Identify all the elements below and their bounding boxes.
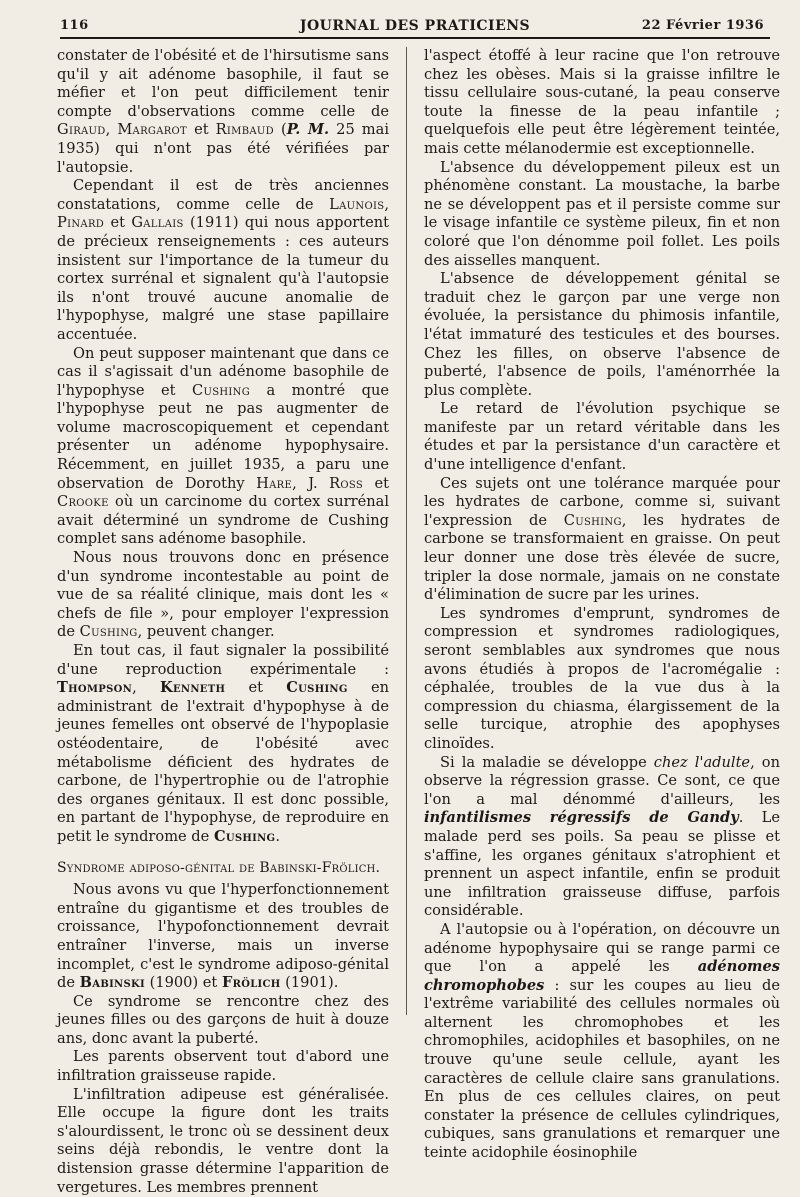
text-run: Si la maladie se développe [440,753,654,771]
right-column [424,47,780,1163]
author-name: Hare [256,474,293,492]
text-run: , [384,195,389,213]
author-name: Cushing [192,381,250,399]
text-run: 25 mai 1935) qui n'ont pas été vérifiées par l'autopsie. [57,121,389,176]
italic-term: chez l'adulte [653,753,751,771]
text-run: en administrant de l'extrait d'hypophyse à de jeunes femelles ont observé de l'hypoplasie ostéodentaire, de l'obésité avec métabolisme déficient des hydrates de carbone, de l'hypertrophie ou de l'atrophie des organes génitaux. Il est donc possible, en partant de l'hypophyse, de reproduire en petit le syndrome de [57,679,389,845]
left-column [57,47,389,1197]
author-name: Frölich [221,974,281,992]
text-run: Cependant il est de très anciennes constatations, comme celle de [57,177,389,213]
paragraph [57,881,389,993]
section-heading: Syndrome adiposo-génital de Babinski-Frölich. [57,859,381,876]
text-run: ( [273,121,287,139]
italic-term: infantilismes régressifs de Gandy [424,809,739,827]
author-name: Giraud [57,121,106,139]
paragraph [424,475,780,605]
paragraph [57,642,389,847]
author-name: Gallais [131,214,184,232]
text-run: Ces sujets ont une tolérance marquée pour les hydrates de carbone, comme si, suivant l'expression de [424,474,780,529]
author-name: Babinski [79,974,145,992]
paragraph [57,177,389,344]
issue-date: 22 Février 1936 [641,18,764,33]
author-name: Ross [329,474,363,492]
journal-reference: P. M. [286,121,330,139]
paragraph [424,921,780,1163]
text-run: et [363,474,389,492]
text-run: a montré que l'hypophyse peut ne pas augmenter de volume macroscopiquement et cependant présenter un adénome hypophysaire. Récemment, en juillet 1935, a paru une observation de Dorothy [57,381,390,492]
text-run: (1901). [280,974,339,992]
text-run: (1900) et [144,974,222,992]
text-run: . [275,827,281,845]
paragraph: L'absence de développement génital se traduit chez le garçon par une verge non évoluée, la persistance du phimosis infantile, l'état immaturé des testicules et des bourses. Chez les filles, on observe l'absence de puberté, l'absence de poils, l'aménorrhée la plus complète. [424,270,780,399]
author-name: Cushing [563,511,622,529]
page-number: 116 [60,18,89,33]
author-name: Cushing [79,623,138,641]
italic-term: adénomes chromophobes [424,958,780,994]
text-run: et [225,679,287,697]
paragraph [424,754,780,921]
paragraph: Le retard de l'évolution psychique se manifeste par un retard véritable dans les études et par la persistance d'un caractère et d'une intelligence d'enfant. [424,400,780,474]
journal-title: JOURNAL DES PRATICIENS [299,18,531,34]
paragraph [57,549,389,642]
text-run: Nous nous trouvons donc en présence d'un syndrome incontestable au point de vue de sa réalité clinique, mais dont les « chefs de file », pour employer l'expression de [57,549,389,641]
paragraph [57,47,389,177]
paragraph: Les syndromes d'emprunt, syndromes de compression et syndromes radiologiques, seront semblables aux syndromes que nous avons étudiés à propos de l'acromégalie : céphalée, troubles de la vue dus à la compression du chiasma, élargissement de la selle turcique, atrophie des apophyses clinoïdes. [424,604,780,752]
running-header [60,14,770,36]
author-name: Rimbaud [215,121,274,139]
author-name: Thompson [57,679,133,697]
paragraph [57,345,389,550]
text-run: où un carcinome du cortex surrénal avait déterminé un syndrome de Cushing complet sans adénome basophile. [57,493,389,548]
author-name: Launois [329,195,385,213]
text-run: , J. [292,474,330,492]
paragraph: Les parents observent tout d'abord une infiltration graisseuse rapide. [57,1048,389,1085]
text-run: Nous avons vu que l'hyperfonctionnement entraîne du gigantisme et des troubles de croissance, l'hypofonctionnement devrait entraîner l'inverse, mais un inverse incomplet, c'est le syndrome adiposo-génital de [57,881,389,992]
text-run: En tout cas, il faut signaler la possibilité d'une reproduction expérimentale : [57,642,389,678]
paragraph: Ce syndrome se rencontre chez des jeunes filles ou des garçons de huit à douze ans, donc avant la puberté. [57,992,389,1047]
text-run: : sur les coupes au lieu de l'extrême variabilité des cellules normales où alternent les chromophobes et les chromophiles, acidophiles et basophiles, on ne trouve qu'une seule cellule, ayant les caractères de cellule claire sans granulations. En plus de ces cellules claires, on peut constater la présence de cellules cylindriques, cubiques, sans granulations et remarquer une teinte acidophile éosinophile [424,976,780,1162]
column-separator [406,47,407,1015]
paragraph: L'infiltration adipeuse est généralisée. Elle occupe la figure dont les traits s'alourdissent, le tronc où se dessinent deux seins déjà rebondis, le ventre dont la distension grasse détermine l'apparition de vergetures. Les membres prennent [57,1085,389,1196]
author-name: Cushing [286,679,348,697]
text-run: et [187,121,216,139]
paragraph: l'aspect étoffé à leur racine que l'on retrouve chez les obèses. Mais si la graisse infiltre le tissu cellulaire sous-cutané, la peau conserve toute la finesse de la peau infantile ; quelquefois elle peut être légèrement teintée, mais cette mélanodermie est exceptionnelle. [424,47,780,157]
text-run: A l'autopsie ou à l'opération, on découvre un adénome hypophysaire qui se range parmi ce que l'on a appelé les [424,920,780,976]
header-rule [60,37,770,39]
author-name: Kenneth [160,679,226,697]
text-run: , les hydrates de carbone se transformaient en graisse. On peut leur donner une dose très élevée de sucre, tripler la dose normale, jamais on ne constate d'élimination de sucre par les urines. [424,511,781,604]
author-name: Crooke [57,493,109,511]
text-run: constater de l'obésité et de l'hirsutisme sans qu'il y ait adénome basophile, il faut se méfier et l'on peut difficilement tenir compte d'observations comme celle de [57,47,389,120]
text-run: , on observe la régression grasse. Ce sont, ce que l'on a mal dénommé d'ailleurs, les [424,753,780,808]
text-run: , [132,679,160,697]
text-run: , peuvent changer. [137,623,275,641]
author-name: Pinard [57,214,105,232]
text-run: (1911) qui nous apportent de précieux renseignements : ces auteurs insistent sur l'importance de la tumeur du cortex surrénal et signalent qu'à l'autopsie ils n'ont trouvé aucune anomalie de l'hypophyse, malgré une stase papillaire accentuée. [57,214,389,343]
paragraph: L'absence du développement pileux est un phénomène constant. La moustache, la barbe ne se développent pas et il persiste comme sur le visage infantile ce système pileux, fin et non coloré que l'on dénomme poil follet. Les poils des aisselles manquent. [424,158,780,269]
author-name: Cushing [213,827,276,845]
author-name: Margarot [117,121,188,139]
text-run: , [105,121,118,139]
text-run: et [104,214,132,232]
text-run: . Le malade perd ses poils. Sa peau se plisse et s'affine, les organes génitaux s'atrophient et prennent un aspect infantile, enfin se produit une infiltration graisseuse diffuse, parfois considérable. [424,809,780,920]
text-run: On peut supposer maintenant que dans ce cas il s'agissait d'un adénome basophile de l'hypophyse et [57,344,389,399]
